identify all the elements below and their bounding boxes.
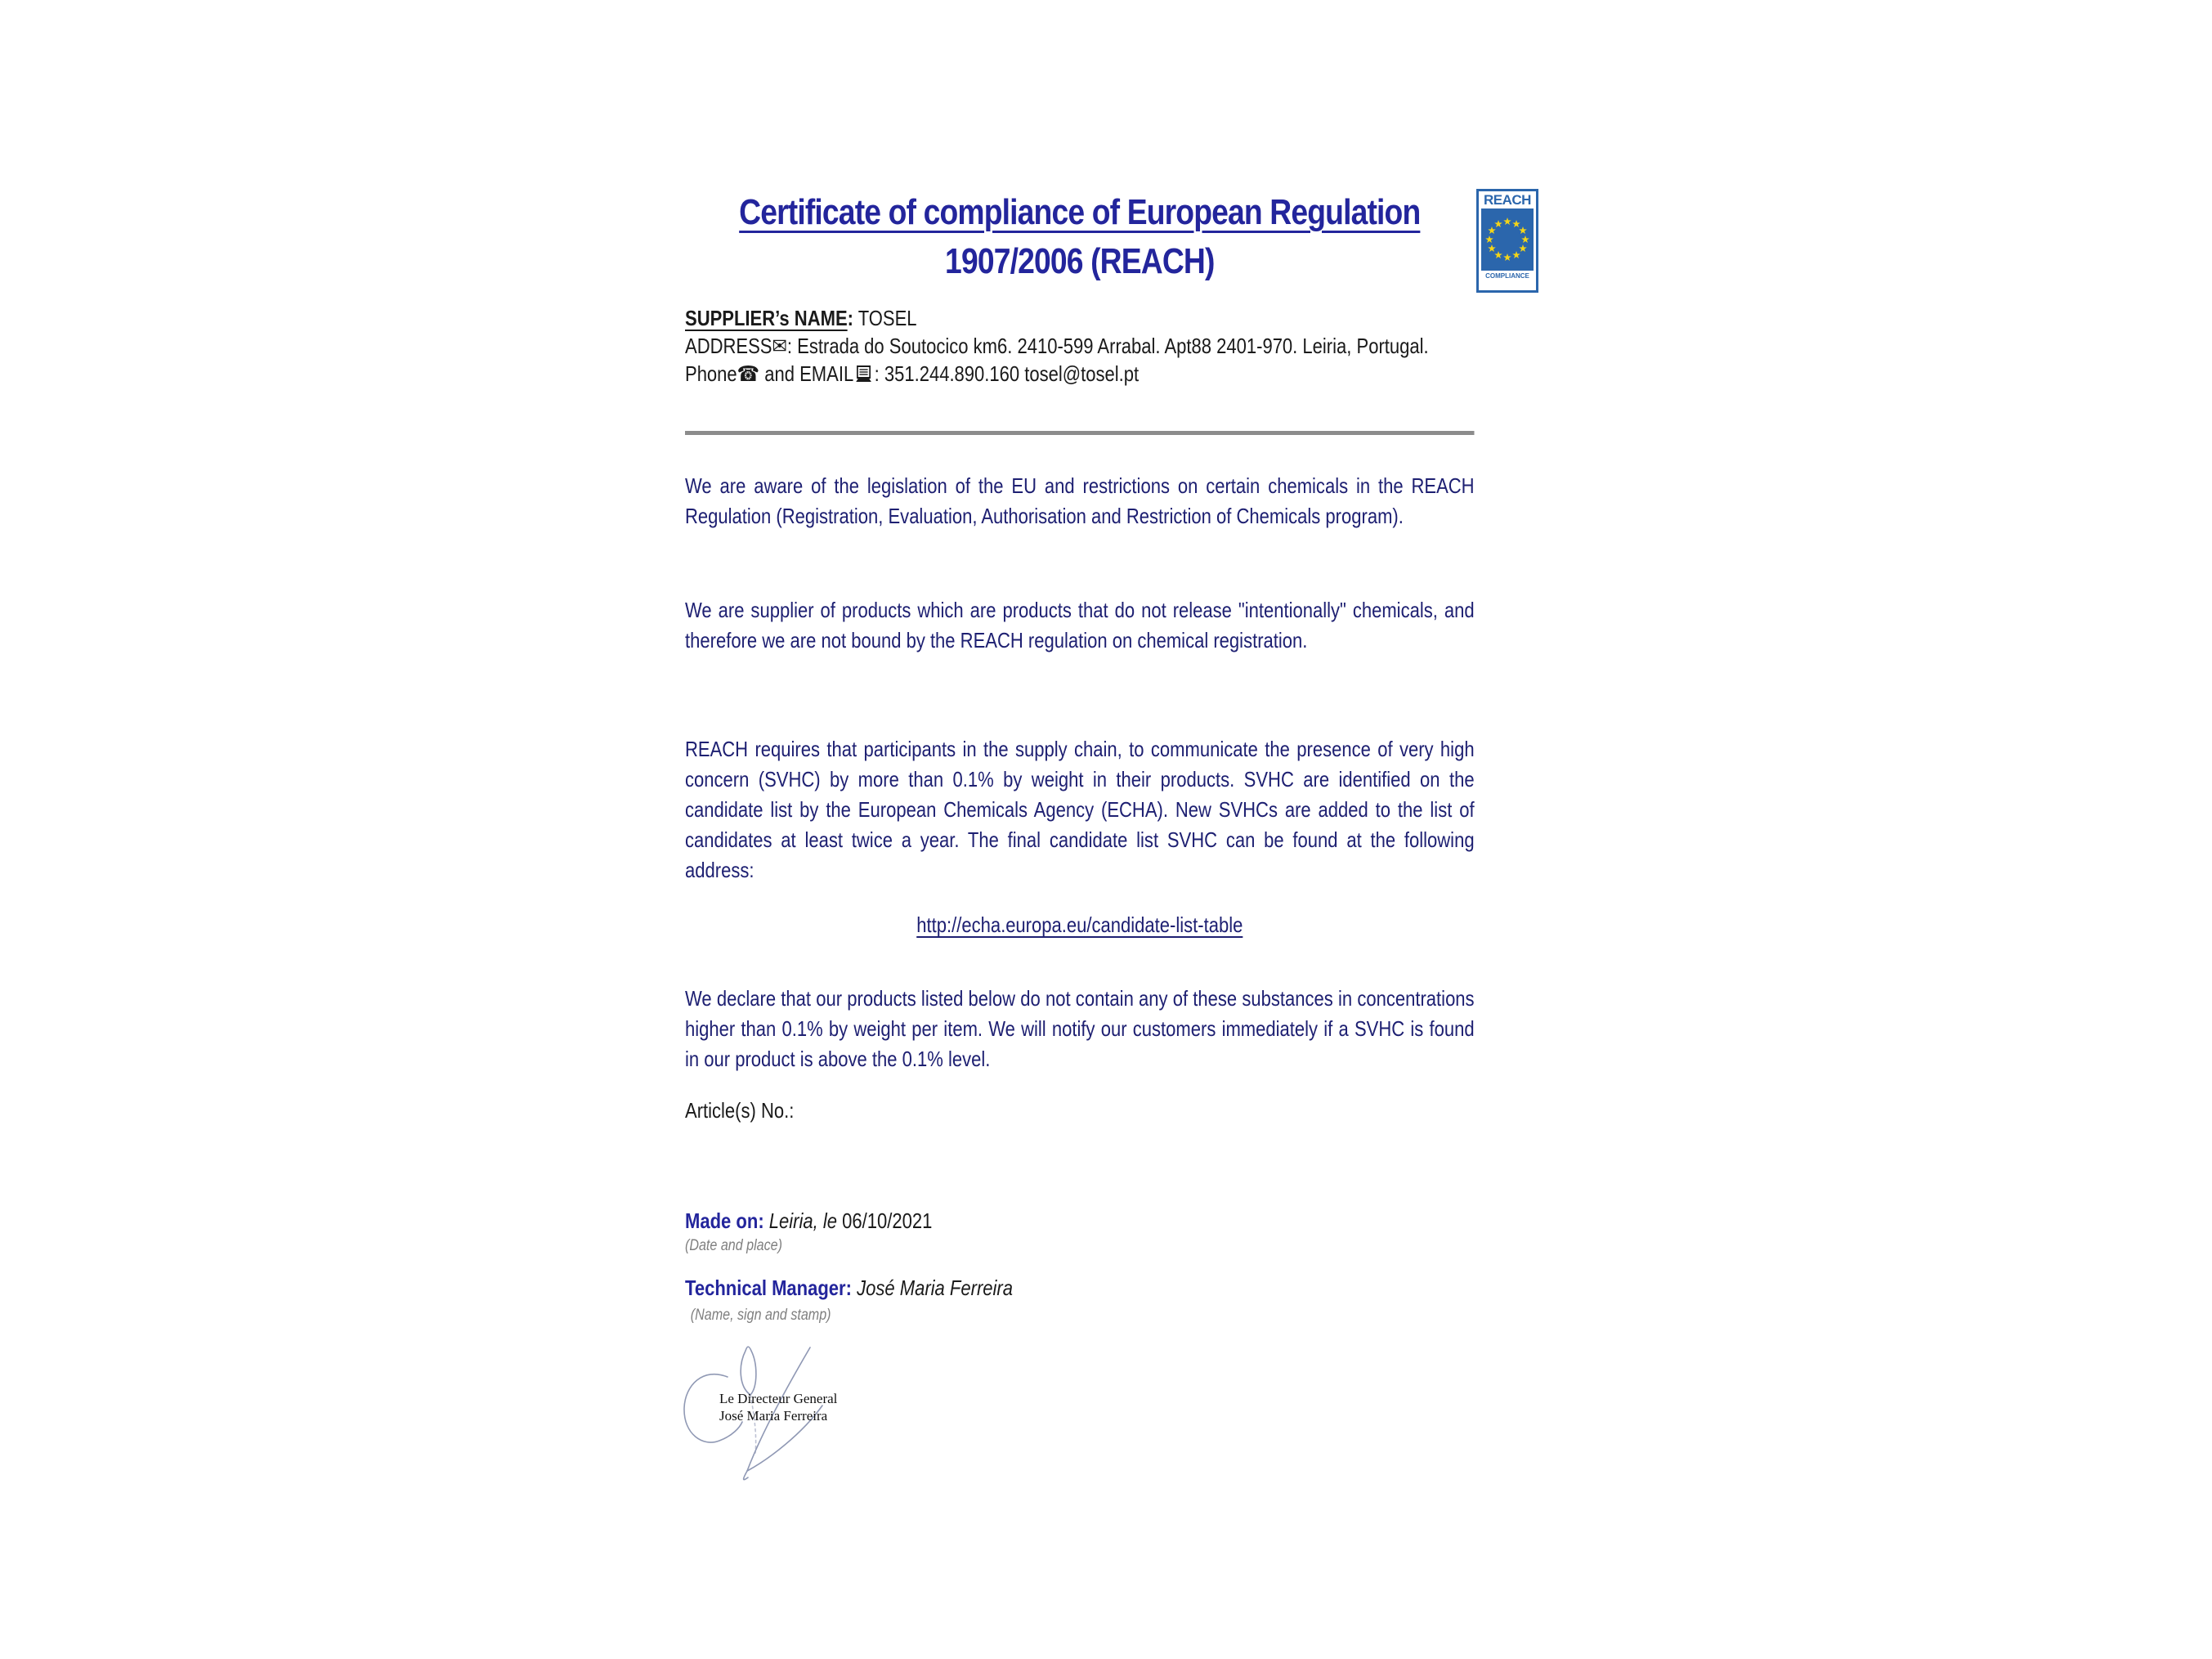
made-on-label: Made on: [685, 1208, 764, 1233]
signature-block [677, 1343, 849, 1490]
name-sign-caption: (Name, sign and stamp) [690, 1307, 831, 1324]
supplier-info [685, 304, 1475, 388]
supplier-address-row [685, 332, 1475, 360]
paragraph-reach-svhc: REACH requires that participants in the supply chain, to communicate the presence of very high concern (SVHC) by more than 0.1% by weight in their products. SVHC are identified on the candidate list by the European Chemicals Agency (ECHA). New SVHCs are added to the list of candidates at least twice a year. The final candidate list SVHC can be found at the following address: [685, 737, 1475, 882]
divider-rule [685, 431, 1475, 435]
supplier-name-row [685, 304, 1475, 332]
paragraph-awareness: We are aware of the legislation of the EU and restrictions on certain chemicals in the REACH Regulation (Registration, Evaluation, Authorisation and Restriction of Chemicals program). [685, 473, 1475, 528]
supplier-name-label: SUPPLIER’s NAME [685, 306, 848, 330]
address-label: ADDRESS [685, 334, 772, 358]
eu-stars-flag [1481, 208, 1534, 271]
date-place-caption: (Date and place) [685, 1237, 782, 1254]
address-value: : Estrada do Soutocico km6. 2410-599 Arrabal. Apt88 2401-970. Leiria, Portugal. [786, 334, 1429, 358]
paragraph-supplier-statement: We are supplier of products which are products that do not release "intentionally" chemicals, and therefore we are not bound by the REACH regulation on chemical registration. [685, 598, 1475, 652]
technical-manager-name: José Maria Ferreira [851, 1276, 1014, 1300]
supplier-name-value: TOSEL [853, 306, 917, 330]
stamp-text [719, 1390, 837, 1424]
contact-value: : 351.244.890.160 tosel@tosel.pt [874, 361, 1140, 386]
paragraph-declaration: We declare that our products listed below do not contain any of these substances in concentrations higher than 0.1% by weight per item. We will notify our customers immediately if a SVHC is found in our product is above the 0.1% level. [685, 986, 1475, 1071]
stamp-line-1: Le Directeur General [719, 1391, 838, 1406]
technical-manager-label: Technical Manager: [685, 1276, 852, 1300]
compliance-logo-text: COMPLIANCE [1485, 272, 1529, 280]
supplier-contact-row [685, 360, 1475, 388]
certificate-title [685, 188, 1475, 286]
candidate-list-link[interactable]: http://echa.europa.eu/candidate-list-table [916, 912, 1243, 937]
email-label: and EMAIL [759, 361, 854, 386]
phone-icon: ☎ [737, 361, 760, 386]
computer-icon [855, 365, 873, 384]
title-line-2: 1907/2006 (REACH) [945, 241, 1215, 281]
title-line-1: Certificate of compliance of European Regulation [739, 192, 1421, 232]
stamp-line-2: José Maria Ferreira [719, 1408, 828, 1424]
reach-logo-text: REACH [1484, 192, 1531, 208]
supplier-name-colon: : [847, 306, 853, 330]
phone-label: Phone [685, 361, 737, 386]
made-on-place: Leiria, le [763, 1208, 838, 1233]
envelope-icon: ✉ [772, 334, 787, 358]
candidate-list-link-row [685, 912, 1475, 938]
reach-compliance-logo [1476, 189, 1538, 293]
technical-manager-row [685, 1276, 1475, 1301]
made-on-date: 06/10/2021 [837, 1208, 933, 1233]
made-on-row [685, 1208, 1475, 1234]
articles-no-label: Article(s) No.: [685, 1098, 795, 1123]
